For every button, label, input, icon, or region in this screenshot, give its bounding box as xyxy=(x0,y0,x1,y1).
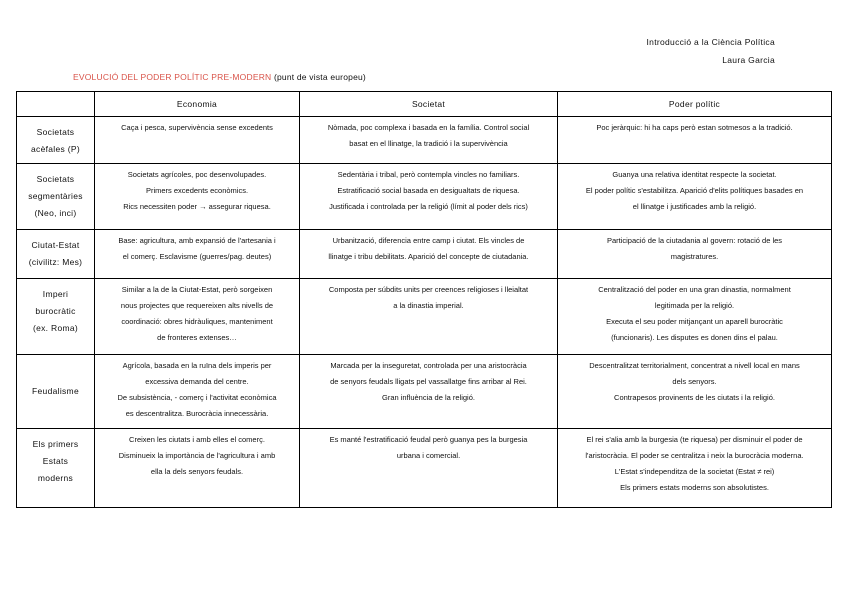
cell-line: magistratures. xyxy=(670,252,719,261)
row-label-line: acèfales (P) xyxy=(31,144,80,154)
cell-line: el llinatge i justificades amb la religió. xyxy=(632,202,757,211)
cell-line: (funcionaris). Les disputes es donen dins el palau. xyxy=(611,333,778,342)
header-corner xyxy=(17,92,95,117)
cell-line: ella la dels senyors feudals. xyxy=(150,467,244,476)
row-label xyxy=(17,117,95,164)
cell-economia xyxy=(95,429,300,508)
cell-line: El poder polític s'estabilitza. Aparició d'elits polítiques basades en xyxy=(585,186,804,195)
cell-line: Justificada i controlada per la religió (límit al poder dels rics) xyxy=(329,202,528,211)
row-label-line: Estats xyxy=(42,456,69,466)
cell-economia xyxy=(95,355,300,429)
cell-line: Urbanització, diferencia entre camp i ciutat. Els vincles de xyxy=(332,236,525,245)
cell-line: Sedentària i tribal, però contempla vincles no familiars. xyxy=(337,170,520,179)
row-label-line: Ciutat-Estat xyxy=(31,240,80,250)
cell-line: Guanya una relativa identitat respecte la societat. xyxy=(612,170,777,179)
cell-line: excessiva demanda del centre. xyxy=(145,377,249,386)
cell-line: Poc jeràrquic: hi ha caps però estan sotmesos a la tradició. xyxy=(596,123,793,132)
cell-economia xyxy=(95,279,300,355)
row-label xyxy=(17,355,95,429)
row-label-line: (Neo, inci) xyxy=(34,208,77,218)
cell-line: Agrícola, basada en la ruïna dels imperis per xyxy=(122,361,272,370)
cell-line: De subsistència, - comerç i l'activitat econòmica xyxy=(117,393,277,402)
table-row xyxy=(17,230,832,279)
cell-line: Participació de la ciutadania al govern: rotació de les xyxy=(606,236,783,245)
cell-societat xyxy=(300,164,558,230)
title-main: EVOLUCIÓ DEL PODER POLÍTIC PRE-MODERN xyxy=(73,72,272,82)
cell-societat xyxy=(300,355,558,429)
cell-line: Base: agricultura, amb expansió de l'artesania i xyxy=(118,236,276,245)
cell-poder xyxy=(558,117,832,164)
row-label xyxy=(17,429,95,508)
cell-line: Similar a la de la Ciutat-Estat, però sorgeixen xyxy=(121,285,273,294)
cell-poder xyxy=(558,164,832,230)
cell-line: L'Estat s'independitza de la societat (Estat ≠ rei) xyxy=(614,467,775,476)
row-label-line: moderns xyxy=(37,473,74,483)
cell-line: Caça i pesca, supervivència sense excedents xyxy=(121,123,273,132)
cell-line: llinatge i tribu debilitats. Aparició del concepte de ciutadania. xyxy=(328,252,529,261)
cell-line: l'aristocràcia. El poder se centralitza i neix la burocràcia moderna. xyxy=(585,451,804,460)
cell-line: coordinació: obres hidràuliques, manteniment xyxy=(121,317,273,326)
cell-line: Creixen les ciutats i amb elles el comerç. xyxy=(129,435,265,444)
cell-line: de fronteres extenses… xyxy=(157,333,237,342)
table-row xyxy=(17,355,832,429)
cell-societat xyxy=(300,117,558,164)
cell-economia xyxy=(95,164,300,230)
cell-line: Rics necessiten poder → assegurar riquesa. xyxy=(123,202,271,211)
row-label xyxy=(17,279,95,355)
cell-economia xyxy=(95,117,300,164)
row-label-line: Societats xyxy=(36,174,75,184)
cell-line: es descentralitza. Burocràcia innecessària. xyxy=(125,409,269,418)
course-name: Introducció a la Ciència Política xyxy=(646,37,775,47)
header-societat: Societat xyxy=(300,92,558,117)
row-label-line: Els primers xyxy=(32,439,79,449)
table-row xyxy=(17,164,832,230)
cell-line: Els primers estats moderns son absolutistes. xyxy=(620,483,769,492)
cell-line: nous projectes que requereixen alts nivells de xyxy=(120,301,274,310)
cell-line: Contrapesos provinents de les ciutats i la religió. xyxy=(614,393,775,402)
cell-societat xyxy=(300,279,558,355)
row-label-line: Imperi xyxy=(42,289,69,299)
cell-line: el comerç. Esclavisme (guerres/pag. deutes) xyxy=(122,252,272,261)
header-economia: Economia xyxy=(95,92,300,117)
cell-line: Es manté l'estratificació feudal però guanya pes la burgesia xyxy=(329,435,528,444)
cell-poder xyxy=(558,279,832,355)
cell-line: Executa el seu poder mitjançant un aparell burocràtic xyxy=(606,317,783,326)
cell-line: Societats agrícoles, poc desenvolupades. xyxy=(127,170,267,179)
cell-societat xyxy=(300,429,558,508)
row-label xyxy=(17,230,95,279)
row-label-line: (ex. Roma) xyxy=(32,323,79,333)
table-header-row xyxy=(17,92,832,117)
table-row xyxy=(17,429,832,508)
row-label-line: Feudalisme xyxy=(32,386,79,396)
table-row xyxy=(17,117,832,164)
cell-line: Centralització del poder en una gran dinastia, normalment xyxy=(598,285,791,294)
cell-line: El rei s'alia amb la burgesia (te riquesa) per disminuir el poder de xyxy=(586,435,803,444)
document-title xyxy=(73,72,366,82)
author-name: Laura Garcia xyxy=(722,55,775,65)
row-label-line: Societats xyxy=(36,127,75,137)
cell-line: Disminueix la importància de l'agricultura i amb xyxy=(118,451,276,460)
row-label xyxy=(17,164,95,230)
row-label-line: burocràtic xyxy=(35,306,76,316)
cell-line: Nòmada, poc complexa i basada en la família. Control social xyxy=(327,123,530,132)
cell-line: legitimada per la religió. xyxy=(654,301,735,310)
cell-line: Gran influència de la religió. xyxy=(382,393,475,402)
cell-line: de senyors feudals lligats pel vassallatge fins arribar al Rei. xyxy=(330,377,527,386)
cell-line: basat en el llinatge, la tradició i la supervivència xyxy=(349,139,508,148)
cell-line: Composta per súbdits units per creences religioses i lleialtat xyxy=(328,285,529,294)
title-sub: (punt de vista europeu) xyxy=(273,72,366,82)
cell-line: Primers excedents econòmics. xyxy=(145,186,249,195)
cell-societat xyxy=(300,230,558,279)
row-label-line: segmentàries xyxy=(28,191,83,201)
cell-poder xyxy=(558,429,832,508)
cell-line: a la dinastia imperial. xyxy=(393,301,464,310)
cell-line: Estratificació social basada en desigualtats de riquesa. xyxy=(337,186,520,195)
table-row xyxy=(17,279,832,355)
cell-line: Descentralitzat territorialment, concentrat a nivell local en mans xyxy=(589,361,800,370)
cell-economia xyxy=(95,230,300,279)
cell-poder xyxy=(558,230,832,279)
cell-line: Marcada per la inseguretat, controlada per una aristocràcia xyxy=(330,361,527,370)
cell-line: dels senyors. xyxy=(672,377,717,386)
evolution-table xyxy=(16,91,832,508)
row-label-line: (civilitz: Mes) xyxy=(28,257,83,267)
cell-poder xyxy=(558,355,832,429)
header-poder: Poder polític xyxy=(558,92,832,117)
cell-line: urbana i comercial. xyxy=(396,451,461,460)
